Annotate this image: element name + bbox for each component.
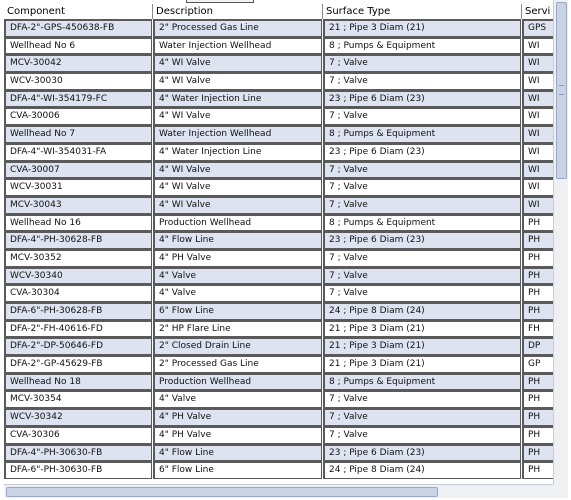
table-row[interactable] (4, 337, 553, 355)
cell-component[interactable]: DFA-4"-PH-30630-FB (4, 444, 152, 462)
table-row[interactable] (4, 355, 553, 373)
table-row[interactable] (4, 19, 553, 37)
cell-component[interactable]: Wellhead No 18 (4, 373, 152, 391)
grid-body (4, 19, 553, 479)
cell-description[interactable]: 4" WI Valve (153, 161, 322, 179)
scroll-grip-icon (559, 85, 564, 95)
cell-description[interactable]: 4" Valve (153, 267, 322, 285)
cell-component[interactable]: DFA-4"-WI-354179-FC (4, 90, 152, 108)
cell-surface-type[interactable]: 8 ; Pumps & Equipment (323, 37, 521, 55)
cell-description[interactable]: 6" Flow Line (153, 302, 322, 320)
cell-description[interactable]: 4" PH Valve (153, 249, 322, 267)
cell-service[interactable]: GP (522, 355, 553, 373)
tab-stub (186, 0, 254, 3)
cell-service[interactable]: WI (522, 72, 553, 90)
table-row[interactable] (4, 125, 553, 143)
cell-component[interactable]: Wellhead No 6 (4, 37, 152, 55)
cell-component[interactable]: DFA-2"-DP-50646-FD (4, 337, 152, 355)
cell-surface-type[interactable]: 8 ; Pumps & Equipment (323, 125, 521, 143)
table-row[interactable] (4, 284, 553, 302)
table-row[interactable] (4, 390, 553, 408)
cell-service[interactable]: GPS (522, 19, 553, 37)
cell-description[interactable]: 4" Water Injection Line (153, 90, 322, 108)
column-header-service[interactable]: Servi (522, 4, 553, 19)
table-row[interactable] (4, 178, 553, 196)
cell-description[interactable]: 2" Closed Drain Line (153, 337, 322, 355)
cell-surface-type[interactable]: 23 ; Pipe 6 Diam (23) (323, 90, 521, 108)
cell-surface-type[interactable]: 7 ; Valve (323, 72, 521, 90)
cell-component[interactable]: WCV-30031 (4, 178, 152, 196)
table-row[interactable] (4, 408, 553, 426)
column-header-description[interactable]: Description (153, 4, 323, 19)
cell-description[interactable]: 4" WI Valve (153, 54, 322, 72)
table-row[interactable] (4, 196, 553, 214)
cell-service[interactable]: PH (522, 426, 553, 444)
table-row[interactable] (4, 143, 553, 161)
horizontal-scrollbar[interactable] (4, 484, 553, 498)
cell-service[interactable]: PH (522, 267, 553, 285)
cell-description[interactable]: 4" WI Valve (153, 196, 322, 214)
cell-surface-type[interactable]: 21 ; Pipe 3 Diam (21) (323, 337, 521, 355)
table-row[interactable] (4, 426, 553, 444)
cell-component[interactable]: DFA-2"-GPS-450638-FB (4, 19, 152, 37)
cell-surface-type[interactable]: 21 ; Pipe 3 Diam (21) (323, 19, 521, 37)
cell-component[interactable]: DFA-6"-PH-30630-FB (4, 461, 152, 479)
cell-surface-type[interactable]: 7 ; Valve (323, 161, 521, 179)
table-row[interactable] (4, 54, 553, 72)
cell-description[interactable]: 4" WI Valve (153, 72, 322, 90)
cell-description[interactable]: Water Injection Wellhead (153, 125, 322, 143)
cell-surface-type[interactable]: 7 ; Valve (323, 249, 521, 267)
cell-component[interactable]: Wellhead No 7 (4, 125, 152, 143)
cell-surface-type[interactable]: 7 ; Valve (323, 196, 521, 214)
cell-surface-type[interactable]: 23 ; Pipe 6 Diam (23) (323, 143, 521, 161)
cell-service[interactable]: FH (522, 320, 553, 338)
cell-service[interactable]: PH (522, 408, 553, 426)
vertical-scroll-thumb[interactable] (556, 2, 567, 179)
cell-service[interactable]: PH (522, 444, 553, 462)
grid-header (4, 4, 553, 19)
cell-service[interactable]: DP (522, 337, 553, 355)
cell-surface-type[interactable]: 8 ; Pumps & Equipment (323, 214, 521, 232)
cell-surface-type[interactable]: 21 ; Pipe 3 Diam (21) (323, 355, 521, 373)
cell-component[interactable]: MCV-30043 (4, 196, 152, 214)
table-row[interactable] (4, 444, 553, 462)
table-row[interactable] (4, 249, 553, 267)
cell-description[interactable]: 4" PH Valve (153, 426, 322, 444)
cell-surface-type[interactable]: 7 ; Valve (323, 54, 521, 72)
cell-description[interactable]: 2" Processed Gas Line (153, 355, 322, 373)
table-row[interactable] (4, 373, 553, 391)
cell-service[interactable]: PH (522, 302, 553, 320)
cell-service[interactable]: PH (522, 284, 553, 302)
cell-service[interactable]: PH (522, 461, 553, 479)
table-row[interactable] (4, 72, 553, 90)
cell-component[interactable]: Wellhead No 16 (4, 214, 152, 232)
cell-description[interactable]: Production Wellhead (153, 214, 322, 232)
table-row[interactable] (4, 214, 553, 232)
table-row[interactable] (4, 320, 553, 338)
cell-component[interactable]: CVA-30007 (4, 161, 152, 179)
cell-description[interactable]: Water Injection Wellhead (153, 37, 322, 55)
cell-description[interactable]: 6" Flow Line (153, 461, 322, 479)
cell-service[interactable]: PH (522, 373, 553, 391)
cell-description[interactable]: 2" Processed Gas Line (153, 19, 322, 37)
cell-description[interactable]: 4" Valve (153, 390, 322, 408)
cell-surface-type[interactable]: 7 ; Valve (323, 390, 521, 408)
cell-service[interactable]: WI (522, 196, 553, 214)
cell-component[interactable]: DFA-6"-PH-30628-FB (4, 302, 152, 320)
cell-surface-type[interactable]: 7 ; Valve (323, 426, 521, 444)
cell-component[interactable]: WCV-30342 (4, 408, 152, 426)
cell-surface-type[interactable]: 24 ; Pipe 8 Diam (24) (323, 302, 521, 320)
cell-description[interactable]: 4" PH Valve (153, 408, 322, 426)
table-row[interactable] (4, 161, 553, 179)
cell-surface-type[interactable]: 7 ; Valve (323, 408, 521, 426)
cell-surface-type[interactable]: 8 ; Pumps & Equipment (323, 373, 521, 391)
cell-surface-type[interactable]: 21 ; Pipe 3 Diam (21) (323, 320, 521, 338)
cell-component[interactable]: DFA-4"-PH-30628-FB (4, 231, 152, 249)
cell-component[interactable]: WCV-30340 (4, 267, 152, 285)
table-row[interactable] (4, 90, 553, 108)
cell-service[interactable]: PH (522, 231, 553, 249)
cell-description[interactable]: 4" Valve (153, 284, 322, 302)
cell-description[interactable]: 4" Water Injection Line (153, 143, 322, 161)
cell-component[interactable]: CVA-30304 (4, 284, 152, 302)
cell-service[interactable]: PH (522, 390, 553, 408)
vertical-scrollbar[interactable] (553, 0, 568, 484)
cell-surface-type[interactable]: 24 ; Pipe 8 Diam (24) (323, 461, 521, 479)
cell-service[interactable]: WI (522, 161, 553, 179)
cell-surface-type[interactable]: 7 ; Valve (323, 107, 521, 125)
data-grid[interactable] (4, 0, 553, 484)
table-row[interactable] (4, 461, 553, 479)
cell-component[interactable]: WCV-30030 (4, 72, 152, 90)
scrollbar-corner (553, 484, 568, 498)
cell-surface-type[interactable]: 7 ; Valve (323, 267, 521, 285)
cell-component[interactable]: CVA-30306 (4, 426, 152, 444)
cell-description[interactable]: 4" WI Valve (153, 107, 322, 125)
cell-service[interactable]: WI (522, 143, 553, 161)
cell-service[interactable]: PH (522, 214, 553, 232)
cell-service[interactable]: WI (522, 125, 553, 143)
cell-component[interactable]: DFA-4"-WI-354031-FA (4, 143, 152, 161)
cell-service[interactable]: WI (522, 37, 553, 55)
cell-description[interactable]: 4" WI Valve (153, 178, 322, 196)
table-row[interactable] (4, 37, 553, 55)
table-row[interactable] (4, 107, 553, 125)
cell-component[interactable]: DFA-2"-FH-40616-FD (4, 320, 152, 338)
cell-service[interactable]: WI (522, 54, 553, 72)
cell-service[interactable]: WI (522, 107, 553, 125)
cell-component[interactable]: MCV-30352 (4, 249, 152, 267)
cell-component[interactable]: MCV-30354 (4, 390, 152, 408)
cell-component[interactable]: CVA-30006 (4, 107, 152, 125)
horizontal-scroll-thumb[interactable] (6, 487, 438, 497)
cell-surface-type[interactable]: 7 ; Valve (323, 178, 521, 196)
column-header-surface-type[interactable]: Surface Type (323, 4, 522, 19)
cell-surface-type[interactable]: 23 ; Pipe 6 Diam (23) (323, 444, 521, 462)
column-header-component[interactable]: Component (4, 4, 153, 19)
table-row[interactable] (4, 302, 553, 320)
cell-description[interactable]: 4" Flow Line (153, 231, 322, 249)
cell-surface-type[interactable]: 23 ; Pipe 6 Diam (23) (323, 231, 521, 249)
cell-component[interactable]: MCV-30042 (4, 54, 152, 72)
cell-description[interactable]: Production Wellhead (153, 373, 322, 391)
cell-component[interactable]: DFA-2"-GP-45629-FB (4, 355, 152, 373)
cell-service[interactable]: WI (522, 90, 553, 108)
cell-service[interactable]: PH (522, 249, 553, 267)
cell-service[interactable]: WI (522, 178, 553, 196)
cell-description[interactable]: 2" HP Flare Line (153, 320, 322, 338)
table-row[interactable] (4, 231, 553, 249)
cell-description[interactable]: 4" Flow Line (153, 444, 322, 462)
cell-surface-type[interactable]: 7 ; Valve (323, 284, 521, 302)
table-row[interactable] (4, 267, 553, 285)
